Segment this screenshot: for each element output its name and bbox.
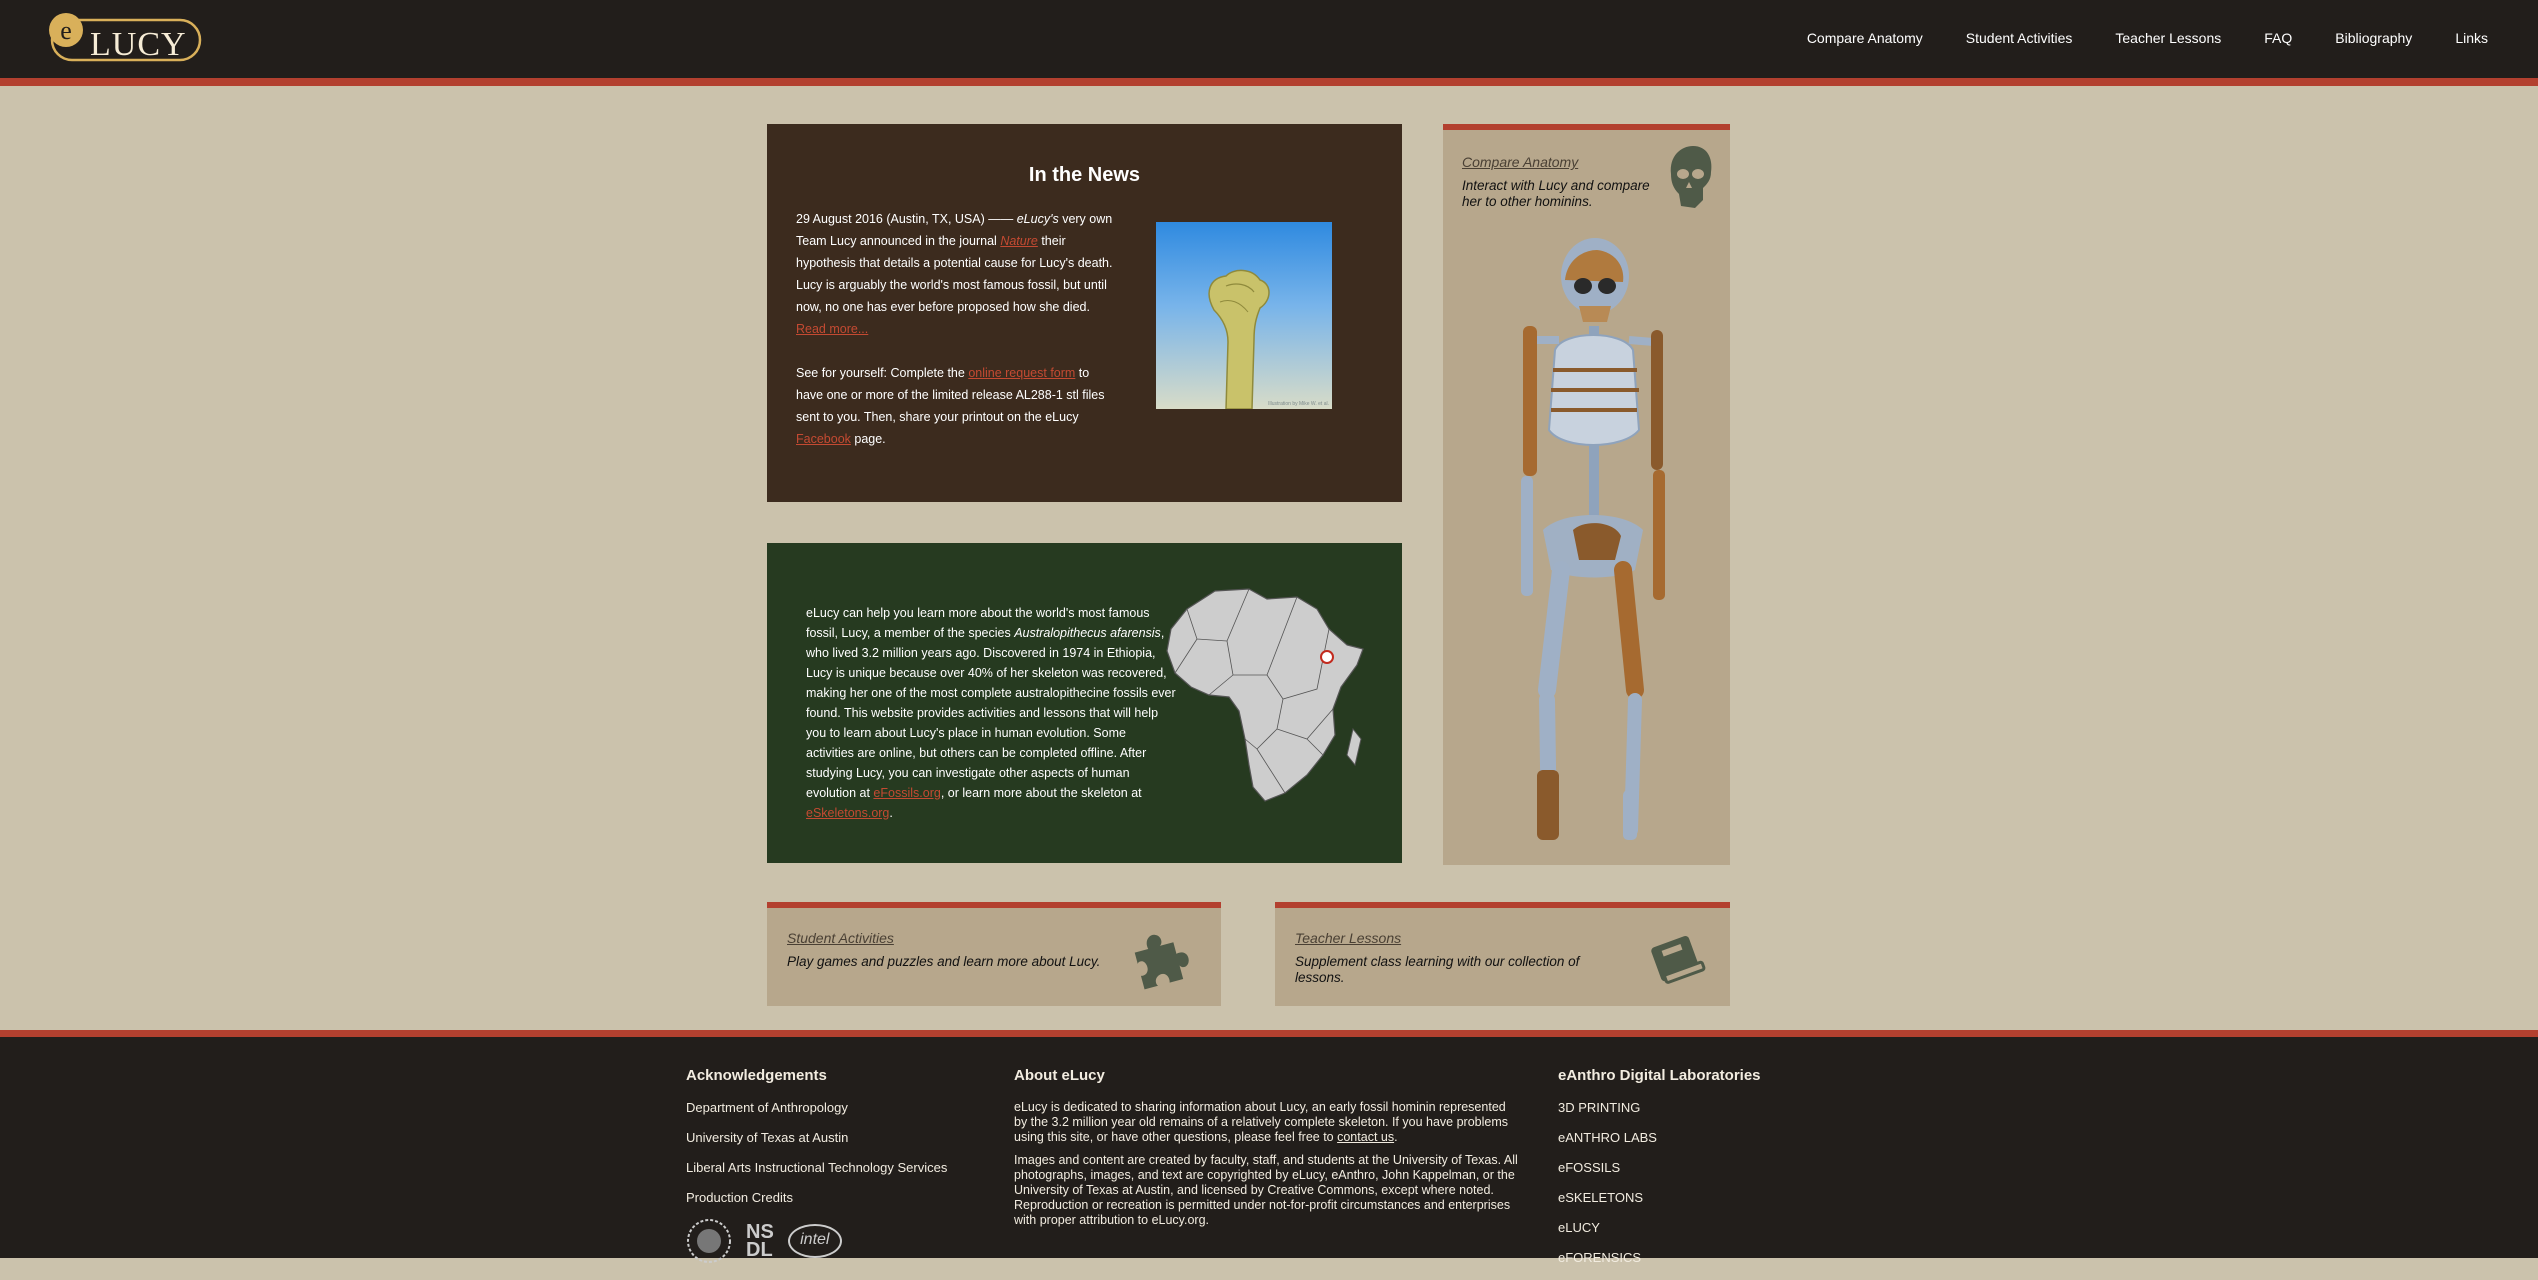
acknowledgements-heading: Acknowledgements — [686, 1067, 827, 1084]
facebook-link[interactable]: Facebook — [796, 432, 851, 446]
intro-panel — [767, 543, 1402, 863]
efossils-link[interactable]: eFossils.org — [873, 786, 941, 800]
teacher-lessons-description: Supplement class learning with our collection of lessons. — [1295, 954, 1580, 985]
main-nav — [1807, 30, 2488, 46]
footer-divider — [0, 1030, 2538, 1037]
eskeletons-link[interactable]: eSkeletons.org — [806, 806, 890, 820]
site-footer — [0, 1037, 2538, 1265]
read-more-link[interactable]: Read more... — [796, 322, 869, 336]
svg-text:LUCY: LUCY — [90, 26, 187, 63]
lab-link-eskeletons[interactable]: eSKELETONS — [1558, 1190, 1644, 1205]
header-divider — [0, 78, 2538, 86]
lab-link-elucy[interactable]: eLUCY — [1558, 1220, 1600, 1235]
sponsor-logos — [686, 1218, 842, 1264]
about-section — [1014, 1067, 1519, 1236]
site-header — [0, 0, 2538, 78]
intro-text: eLucy can help you learn more about the world's most famous fossil, Lucy, a member of the species Australopithecus afarensis, who lived 3.2 million years ago. Discovered in 1974 in Ethiopia, Lucy is unique because over 40% of her skeleton was recovered, making her one of the most complete australopithecine fossils ever found. This website provides activities and lessons that will help you to learn about Lucy's place in human evolution. Some activities are online, but others can be completed offline. After studying Lucy, you can investigate other aspects of human evolution at eFossils.org, or learn more about the skeleton at eSkeletons.org. — [806, 606, 1176, 820]
ethiopia-location-marker — [1321, 651, 1333, 663]
lab-link-eanthro-labs[interactable]: eANTHRO LABS — [1558, 1130, 1657, 1145]
puzzle-piece-icon — [1129, 926, 1193, 990]
nature-link[interactable]: Nature — [1000, 234, 1038, 248]
book-icon — [1645, 926, 1709, 990]
compare-anatomy-description: Interact with Lucy and compare her to other hominins. — [1462, 178, 1650, 209]
teacher-lessons-link[interactable]: Teacher Lessons — [1295, 930, 1402, 946]
online-request-form-link[interactable]: online request form — [968, 366, 1076, 380]
news-panel — [767, 124, 1402, 502]
news-title: In the News — [1028, 164, 1141, 186]
lab-link-eforensics[interactable]: eFORENSICS — [1558, 1250, 1642, 1265]
ack-link-ut-austin[interactable]: University of Texas at Austin — [686, 1130, 849, 1145]
nav-teacher-lessons[interactable]: Teacher Lessons — [2115, 30, 2222, 46]
ack-link-laits[interactable]: Liberal Arts Instructional Technology Services — [686, 1160, 948, 1175]
lab-link-efossils[interactable]: eFOSSILS — [1558, 1160, 1621, 1175]
about-heading: About eLucy — [1014, 1067, 1105, 1084]
teacher-lessons-card[interactable] — [1275, 902, 1730, 1006]
skull-icon — [1665, 144, 1715, 210]
contact-us-link[interactable]: contact us — [1337, 1130, 1395, 1144]
ack-link-anthropology[interactable]: Department of Anthropology — [686, 1100, 848, 1115]
africa-map — [1157, 579, 1377, 809]
elucy-logo[interactable] — [46, 12, 204, 64]
news-paragraph: 29 August 2016 (Austin, TX, USA) —— eLucy's very own Team Lucy announced in the journal Nature their hypothesis that details a potential cause for Lucy's death. Lucy is arguably the world's most famous fossil, but until now, no one has ever before proposed how she died. Read more... — [796, 212, 1113, 336]
lab-link-3d-printing[interactable]: 3D PRINTING — [1558, 1100, 1641, 1115]
image-credit: Illustration by Mike W. et al. — [1268, 401, 1329, 407]
acknowledgements-section — [686, 1067, 966, 1220]
student-activities-link[interactable]: Student Activities — [787, 930, 894, 946]
university-seal-logo[interactable] — [686, 1218, 732, 1264]
nav-links[interactable]: Links — [2455, 30, 2488, 46]
svg-text:e: e — [60, 16, 72, 45]
nsdl-logo[interactable]: NS DL — [746, 1221, 774, 1261]
lucy-skeleton-image — [1503, 230, 1678, 850]
nav-faq[interactable]: FAQ — [2264, 30, 2293, 46]
eanthro-labs-heading: eAnthro Digital Laboratories — [1558, 1067, 1761, 1084]
nav-student-activities[interactable]: Student Activities — [1965, 30, 2073, 46]
intel-logo[interactable]: intel — [788, 1224, 842, 1258]
ack-link-production-credits[interactable]: Production Credits — [686, 1190, 793, 1205]
humerus-bone-illustration — [1156, 222, 1332, 409]
nav-bibliography[interactable]: Bibliography — [2335, 30, 2413, 46]
copyright-paragraph: Images and content are created by faculty, staff, and students at the University of Texas. All photographs, images, and text are copyrighted by eLucy, eAnthro, John Kappelman, or the University of Texas at Austin, and licensed by Creative Commons, except where noted. Reproduction or recreation is permitted under not-for-profit circumstances and enterprises with proper attribution to eLucy.org. — [1014, 1153, 1518, 1227]
compare-anatomy-card[interactable] — [1443, 124, 1730, 865]
fossil-bone-image — [1156, 222, 1332, 409]
eanthro-labs-section — [1558, 1067, 1838, 1280]
compare-anatomy-link[interactable]: Compare Anatomy — [1462, 154, 1579, 170]
about-paragraph: eLucy is dedicated to sharing information about Lucy, an early fossil hominin represented by the 3.2 million year old remains of a relatively complete skeleton. If you have problems using this site, or have other questions, please feel free to contact us. — [1014, 1100, 1508, 1144]
student-activities-description: Play games and puzzles and learn more about Lucy. — [787, 954, 1101, 969]
student-activities-card[interactable] — [767, 902, 1221, 1006]
news-paragraph-request: See for yourself: Complete the online request form to have one or more of the limited release AL288-1 stl files sent to you. Then, share your printout on the eLucy Facebook page. — [796, 366, 1105, 446]
nav-compare-anatomy[interactable]: Compare Anatomy — [1806, 30, 1923, 46]
